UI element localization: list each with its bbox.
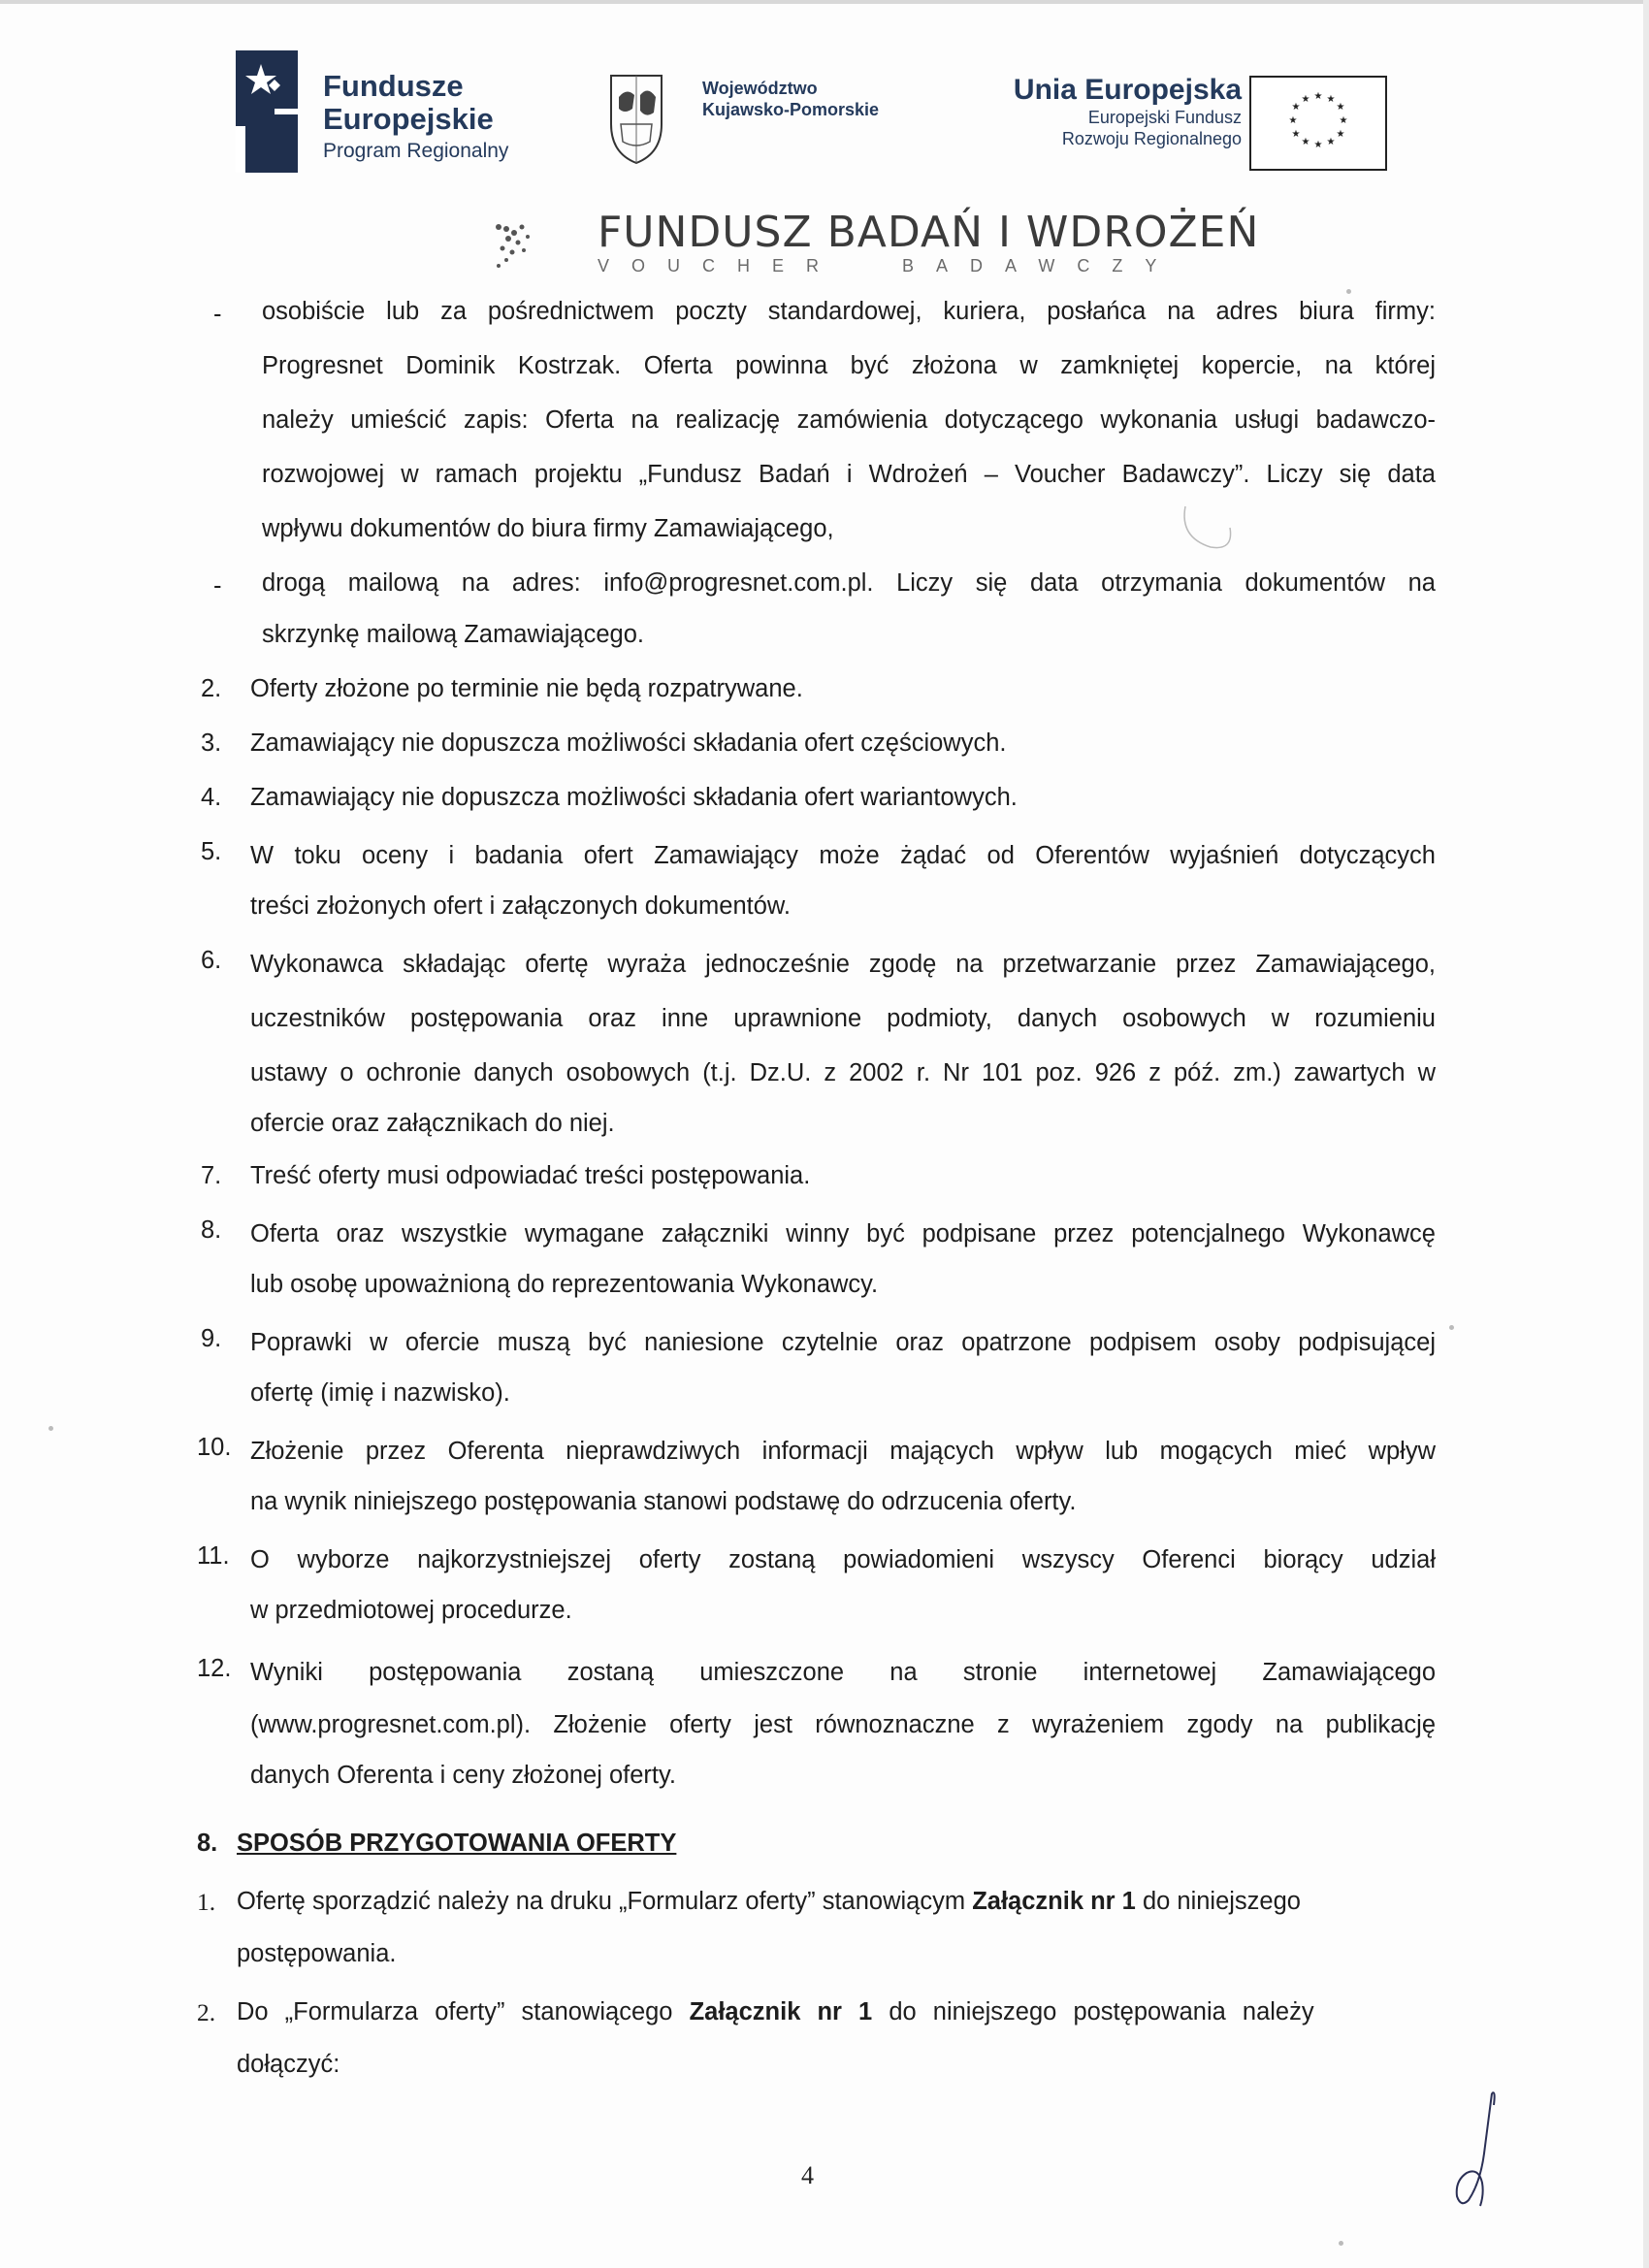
svg-text:★: ★	[1326, 137, 1336, 147]
svg-text:★: ★	[1339, 115, 1348, 126]
scan-speck	[1346, 289, 1351, 294]
fe-logo-line1: Fundusze	[323, 69, 464, 103]
attachment-reference: Załącznik nr 1	[972, 1888, 1136, 1915]
svg-text:★: ★	[1291, 102, 1301, 113]
body-line: ofercie oraz załącznikach do niej.	[250, 1110, 615, 1137]
body-line: należy umieścić zapis: Oferta na realizację zamówienia dotyczącego wykonania usługi badawczo-	[262, 406, 1436, 434]
body-line: Poprawki w ofercie muszą być naniesione czytelnie oraz opatrzone podpisem osoby podpisującej	[250, 1329, 1436, 1356]
svg-text:★: ★	[1313, 140, 1323, 150]
dots-emblem-icon	[495, 221, 553, 279]
list-number: 2.	[201, 675, 222, 702]
body-line: Zamawiający nie dopuszcza możliwości składania ofert częściowych.	[250, 729, 1007, 757]
body-line: O wyborze najkorzystniejszej oferty zostaną powiadomieni wszyscy Oferenci biorący udział	[250, 1546, 1436, 1573]
svg-text:★: ★	[1291, 129, 1301, 140]
list-number: 5.	[201, 838, 222, 865]
svg-text:★: ★	[1313, 91, 1323, 102]
list-number: 9.	[201, 1325, 222, 1352]
list-number: 1.	[197, 1888, 216, 1916]
body-line: danych Oferenta i ceny złożonej oferty.	[250, 1762, 676, 1789]
list-number: 12.	[197, 1655, 232, 1682]
region-logo-line1: Województwo	[702, 79, 818, 98]
handwritten-signature	[1445, 2086, 1523, 2212]
program-title: FUNDUSZ BADAŃ I WDROŻEŃ	[598, 208, 1260, 257]
svg-text:★: ★	[1336, 102, 1345, 113]
fe-logo-line3: Program Regionalny	[323, 140, 509, 162]
fundusze-europejskie-logo	[236, 49, 536, 175]
svg-text:★: ★	[1301, 137, 1310, 147]
fe-emblem-icon	[236, 50, 298, 173]
text-run: Ofertę sporządzić należy na druku „Formularz oferty” stanowiącym	[237, 1888, 973, 1915]
body-line: postępowania.	[237, 1940, 397, 1967]
list-number: 6.	[201, 947, 222, 974]
program-logo	[495, 208, 1260, 285]
section-number: 8.	[197, 1830, 218, 1857]
svg-text:★: ★	[1288, 115, 1298, 126]
list-number: 4.	[201, 784, 222, 811]
body-line: drogą mailową na adres: info@progresnet.com.pl. Liczy się data otrzymania dokumentów na	[262, 569, 1436, 597]
body-line: na wynik niniejszego postępowania stanowi podstawę do odrzucenia oferty.	[250, 1488, 1077, 1515]
body-line-mixed	[237, 1998, 1314, 2026]
svg-text:★: ★	[1326, 94, 1336, 105]
body-line: skrzynkę mailową Zamawiającego.	[262, 621, 644, 648]
list-number: 10.	[197, 1434, 232, 1461]
text-run: do niniejszego	[1135, 1888, 1301, 1915]
body-line: osobiście lub za pośrednictwem poczty standardowej, kuriera, posłańca na adres biura firmy:	[262, 298, 1436, 325]
eu-logo-sub2: Rozwoju Regionalnego	[1061, 129, 1242, 148]
list-number: 3.	[201, 729, 222, 757]
body-line: (www.progresnet.com.pl). Złożenie oferty jest równoznaczne z wyrażeniem zgody na publikację	[250, 1711, 1436, 1738]
list-number: 11.	[197, 1542, 230, 1570]
program-subtitle-1: VOUCHER	[598, 256, 842, 275]
svg-text:★: ★	[1336, 129, 1345, 140]
body-line: wpływu dokumentów do biura firmy Zamawiającego,	[262, 515, 834, 542]
scan-edge	[1643, 0, 1649, 2268]
body-line: Wyniki postępowania zostaną umieszczone na stronie internetowej Zamawiającego	[250, 1659, 1436, 1686]
section-title: SPOSÓB PRZYGOTOWANIA OFERTY	[237, 1830, 677, 1857]
body-line: rozwojowej w ramach projektu „Fundusz Badań i Wdrożeń – Voucher Badawczy”. Liczy się data	[262, 461, 1436, 488]
region-logo	[607, 70, 927, 167]
eu-logo-sub1: Europejski Fundusz	[1087, 108, 1242, 127]
body-line: ustawy o ochronie danych osobowych (t.j. Dz.U. z 2002 r. Nr 101 poz. 926 z póź. zm.) zawartych w	[250, 1059, 1436, 1086]
body-line: lub osobę upoważnioną do reprezentowania Wykonawcy.	[250, 1271, 879, 1298]
body-line: uczestników postępowania oraz inne uprawnione podmioty, danych osobowych w rozumieniu	[250, 1005, 1436, 1032]
bullet-marker: -	[213, 301, 222, 328]
body-line: dołączyć:	[237, 2051, 340, 2078]
body-line: w przedmiotowej procedurze.	[250, 1597, 572, 1624]
attachment-reference: Załącznik nr 1	[689, 1998, 873, 2025]
svg-text:★: ★	[1301, 94, 1310, 105]
scan-speck	[1449, 1325, 1454, 1330]
eu-logo-title: Unia Europejska	[1013, 74, 1242, 106]
list-number: 8.	[201, 1216, 222, 1244]
bullet-marker: -	[213, 572, 222, 599]
program-subtitle-2: BADAWCZY	[902, 256, 1180, 275]
body-line: treści złożonych ofert i załączonych dokumentów.	[250, 892, 792, 920]
text-run: do niniejszego postępowania należy	[872, 1998, 1314, 2025]
fe-logo-line2: Europejskie	[323, 102, 494, 136]
eu-flag-icon	[1249, 76, 1387, 171]
body-line: Wykonawca składając ofertę wyraża jednocześnie zgodę na przetwarzanie przez Zamawiającego,	[250, 951, 1436, 978]
pen-stroke-mark	[1176, 499, 1244, 557]
eu-logo	[980, 74, 1387, 171]
body-line-mixed	[237, 1888, 1436, 1916]
coat-of-arms-icon	[607, 70, 665, 165]
body-line: W toku oceny i badania ofert Zamawiający może żądać od Oferentów wyjaśnień dotyczących	[250, 842, 1436, 869]
page-number: 4	[801, 2161, 814, 2189]
scan-speck	[48, 1426, 53, 1431]
body-line: Oferta oraz wszystkie wymagane załączniki winny być podpisane przez potencjalnego Wykonawcę	[250, 1220, 1436, 1247]
list-number: 2.	[197, 1998, 216, 2026]
body-line: Treść oferty musi odpowiadać treści postępowania.	[250, 1162, 811, 1189]
region-logo-line2: Kujawsko-Pomorskie	[702, 100, 880, 119]
scan-edge	[0, 0, 1649, 4]
list-number: 7.	[201, 1162, 222, 1189]
body-line: Oferty złożone po terminie nie będą rozpatrywane.	[250, 675, 803, 702]
body-line: Złożenie przez Oferenta nieprawdziwych informacji mających wpływ lub mogących mieć wpływ	[250, 1438, 1436, 1465]
body-line: Zamawiający nie dopuszcza możliwości składania ofert wariantowych.	[250, 784, 1018, 811]
body-line: Progresnet Dominik Kostrzak. Oferta powinna być złożona w zamkniętej kopercie, na której	[262, 352, 1436, 379]
scan-speck	[1339, 2241, 1343, 2246]
text-run: Do „Formularza oferty” stanowiącego	[237, 1998, 690, 2025]
body-line: ofertę (imię i nazwisko).	[250, 1379, 510, 1407]
